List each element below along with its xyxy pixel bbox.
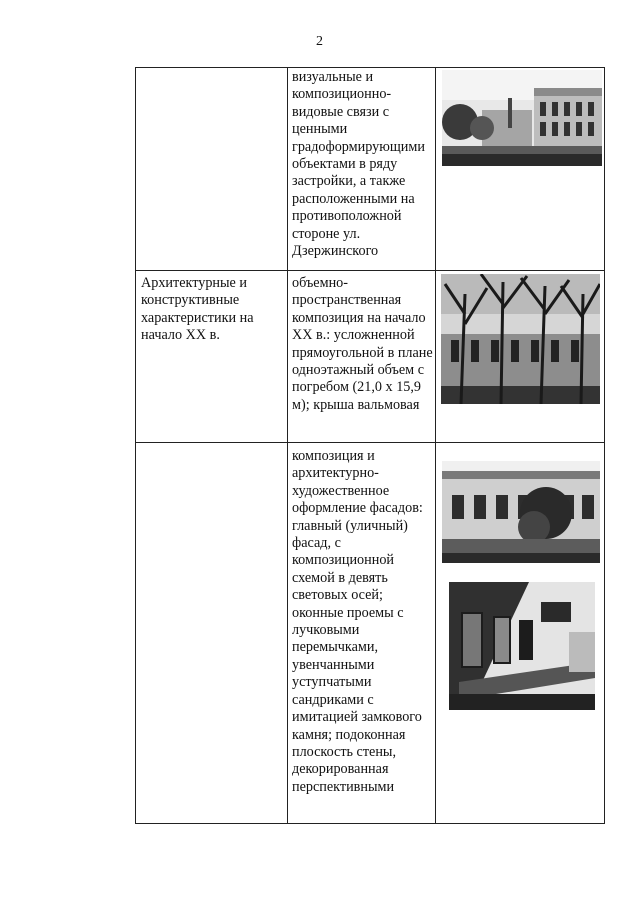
street-view-photo <box>442 70 602 166</box>
table-border-bottom <box>135 823 605 824</box>
building-trees-photo <box>441 274 600 404</box>
table-border-top <box>135 67 605 68</box>
table-column-divider <box>435 67 436 824</box>
table-border-left <box>135 67 136 824</box>
table-border-right <box>604 67 605 824</box>
table-row-divider <box>135 442 605 443</box>
facade-photo <box>442 461 600 563</box>
table-column-divider <box>287 67 288 824</box>
window-detail-photo <box>449 582 595 710</box>
row-label: Архитектурные и конструктивные характеристики на начало XX в. <box>141 275 254 344</box>
page-number: 2 <box>316 34 323 49</box>
row-description: объемно-пространственная композиция на начало XX в.: усложненной прямоугольной в плане одноэтажный объем с погребом (21,0 х 15,9 м); крыша вальмовая <box>292 275 433 413</box>
row-description: визуальные и композиционно-видовые связи с ценными градоформирующими объектами в ряду застройки, а также расположенными на противоположной стороне ул. Дзержинского <box>292 69 425 260</box>
row-description: композиция и архитектурно-художественное оформление фасадов: главный (уличный) фасад, с композиционной схемой в девять световых осей; оконные проемы с лучковыми перемычками, увенчанными уступчатыми сандриками с имитацией замкового камня; подоконная плоскость стены, декорированная перспективными <box>292 448 423 795</box>
table-row-divider <box>135 270 605 271</box>
